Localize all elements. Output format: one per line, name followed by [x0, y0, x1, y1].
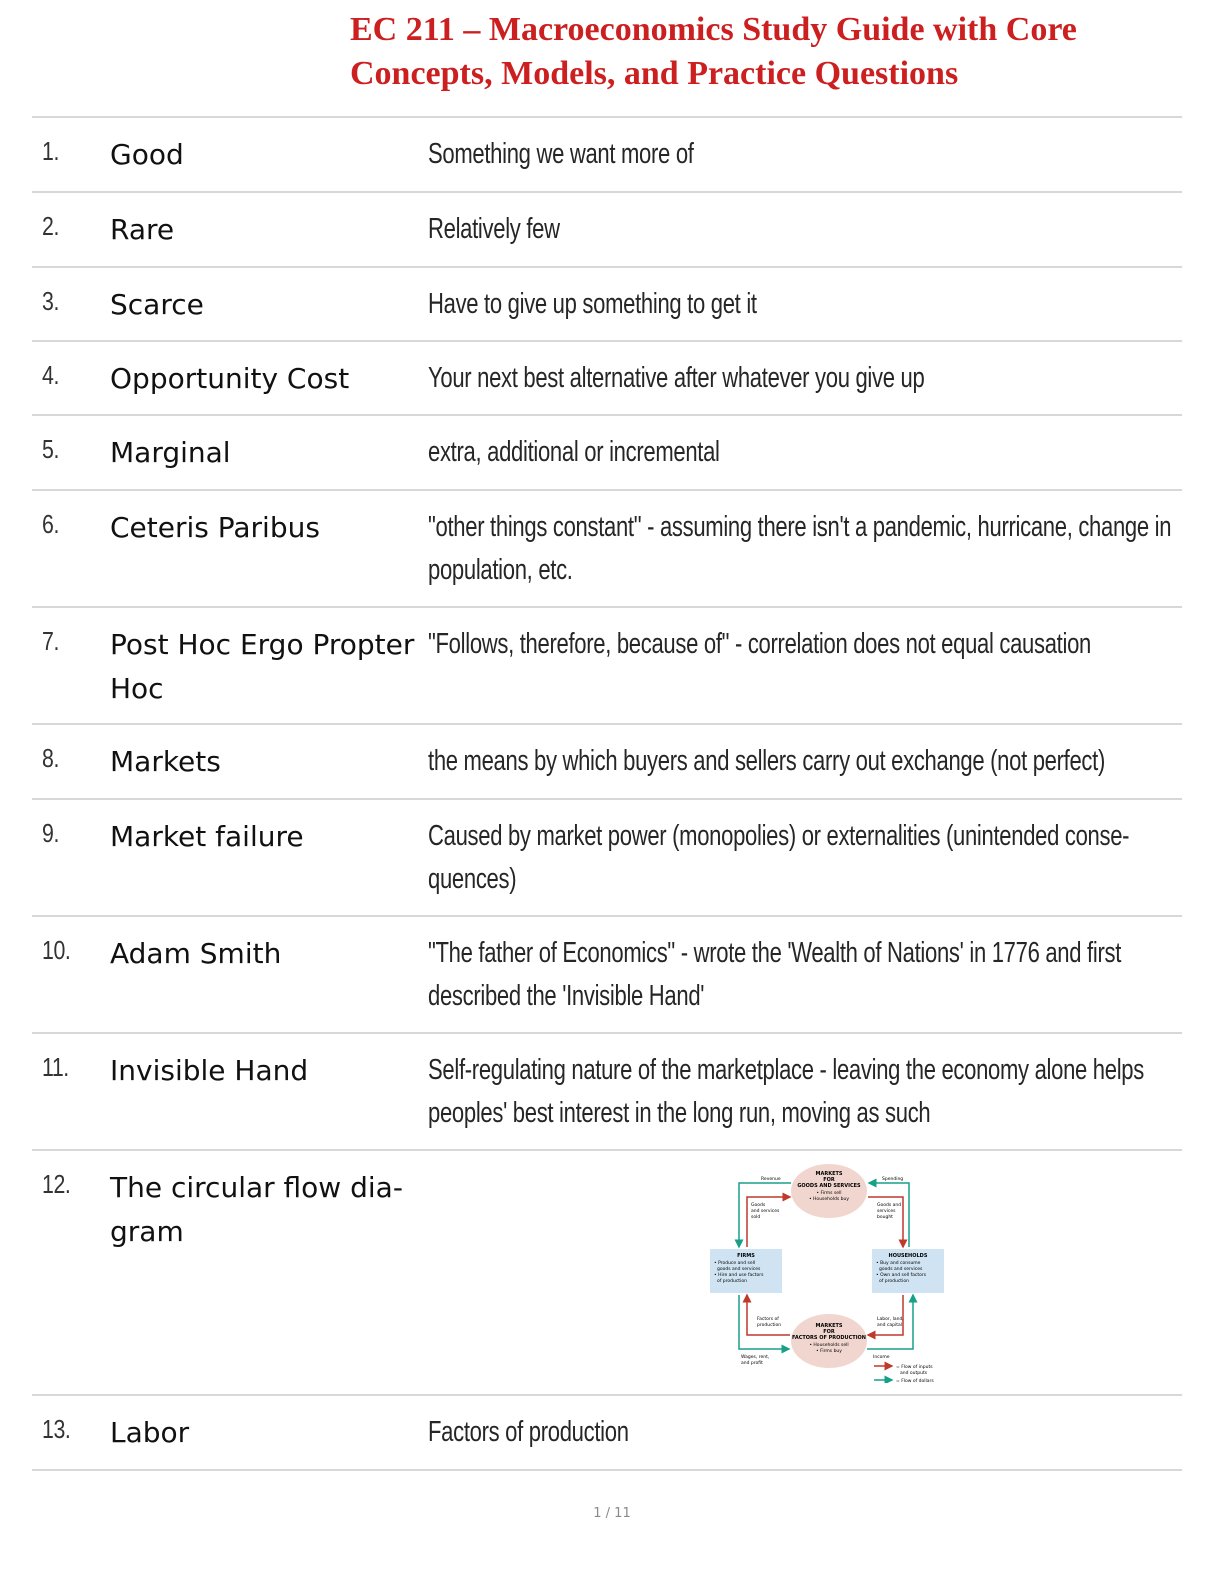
row-term: Ceteris Paribus — [110, 511, 320, 544]
income-label: Income — [873, 1355, 890, 1360]
table-row — [32, 342, 1182, 416]
goods-market-for: FOR — [823, 1177, 835, 1183]
page-title: EC 211 – Macroeconomics Study Guide with Core Concepts, Models, and Practice Questions — [350, 11, 1077, 92]
factor-market-title: MARKETS — [815, 1323, 843, 1329]
goods-market-sub: GOODS AND SERVICES — [797, 1183, 861, 1189]
glossary-table — [32, 116, 1182, 1471]
goods-market-title: MARKETS — [815, 1171, 843, 1177]
row-term: Post Hoc Ergo Propter Hoc — [110, 628, 415, 705]
circular-flow-svg — [677, 1163, 947, 1383]
row-number: 9. — [42, 818, 59, 848]
income-arrow — [867, 1295, 913, 1349]
households-line: • Buy and consume — [876, 1261, 921, 1266]
row-number: 2. — [42, 211, 59, 241]
row-term: The circular flow dia-gram — [110, 1171, 403, 1248]
row-number: 1. — [42, 136, 59, 166]
row-definition: extra, additional or incremental — [428, 436, 720, 468]
row-definition: the means by which buyers and sellers carry out exchange (not perfect) — [428, 745, 1106, 777]
row-number: 5. — [42, 434, 59, 464]
row-number: 3. — [42, 286, 59, 316]
row-number: 7. — [42, 626, 59, 656]
legend-inputs-label: and outputs — [900, 1371, 928, 1376]
labor-label: Labor, land, — [877, 1317, 904, 1322]
row-number: 10. — [42, 935, 71, 965]
row-number: 12. — [42, 1169, 71, 1199]
labor-arrow — [868, 1295, 903, 1335]
row-definition: Factors of production — [428, 1416, 629, 1448]
row-term: Scarce — [110, 288, 204, 321]
firms-line: • Produce and sell — [714, 1261, 756, 1266]
goods-sold-label: Goods — [751, 1203, 766, 1208]
factor-market-sub: FACTORS OF PRODUCTION — [792, 1335, 866, 1341]
goods-sold-label: and services — [751, 1209, 780, 1214]
table-row — [32, 1151, 1182, 1396]
labor-label: and capital — [877, 1323, 903, 1328]
row-definition: Something we want more of — [428, 138, 694, 170]
households-title: HOUSEHOLDS — [888, 1253, 928, 1259]
row-term: Rare — [110, 213, 175, 246]
row-number: 4. — [42, 360, 59, 390]
row-number: 13. — [42, 1414, 71, 1444]
table-row — [32, 491, 1182, 608]
table-row — [32, 917, 1182, 1034]
goods-bought-label: bought — [877, 1215, 893, 1220]
wages-label: Wages, rent, — [741, 1355, 770, 1360]
firms-line: of production — [717, 1279, 747, 1284]
row-number: 8. — [42, 743, 59, 773]
households-line: • Own and sell factors — [876, 1273, 927, 1278]
goods-bought-label: Goods and — [877, 1203, 902, 1208]
row-definition: Relatively few — [428, 213, 560, 245]
row-definition: "Follows, therefore, because of" - correlation does not equal causation — [428, 628, 1092, 660]
firms-title: FIRMS — [737, 1253, 755, 1259]
row-number: 6. — [42, 509, 59, 539]
goods-sold-label: sold — [751, 1215, 761, 1220]
row-definition: Caused by market power (monopolies) or externalities (unintended conse-quences) — [428, 820, 1130, 895]
row-term: Markets — [110, 745, 221, 778]
row-term: Invisible Hand — [110, 1054, 309, 1087]
table-row — [32, 268, 1182, 342]
households-line: goods and services — [879, 1267, 923, 1272]
table-row — [32, 725, 1182, 800]
row-definition: Have to give up something to get it — [428, 288, 757, 320]
factors-label: production — [757, 1323, 782, 1328]
table-row — [32, 1034, 1182, 1151]
firms-line: • Hire and use factors — [714, 1273, 764, 1278]
factor-market-for: FOR — [823, 1329, 835, 1335]
page-number: 1 / 11 — [593, 1506, 631, 1521]
row-definition: "The father of Economics" - wrote the 'Wealth of Nations' in 1776 and first described the 'Invisible Hand' — [428, 937, 1122, 1012]
circular-flow-diagram — [677, 1163, 947, 1383]
factors-arrow — [747, 1295, 790, 1335]
table-row — [32, 800, 1182, 917]
spending-label: Spending — [882, 1177, 904, 1182]
row-definition: Self-regulating nature of the marketplace - leaving the economy alone helps peoples' best interest in the long run, moving as such — [428, 1054, 1144, 1129]
factors-label: Factors of — [757, 1317, 779, 1322]
table-row — [32, 193, 1182, 268]
row-term: Adam Smith — [110, 937, 282, 970]
revenue-label: Revenue — [761, 1177, 781, 1182]
factor-market-line: • Households sell — [809, 1343, 849, 1348]
firms-line: goods and services — [717, 1267, 761, 1272]
goods-bought-label: services — [877, 1209, 896, 1214]
row-term: Labor — [110, 1416, 190, 1449]
legend-inputs-label: = Flow of inputs — [896, 1365, 933, 1370]
row-term: Marginal — [110, 436, 231, 469]
row-term: Good — [110, 138, 184, 171]
factor-market-line: • Firms buy — [816, 1349, 842, 1354]
table-row — [32, 608, 1182, 725]
households-line: of production — [879, 1279, 909, 1284]
row-definition: "other things constant" - assuming there isn't a pandemic, hurricane, change in population, etc. — [428, 511, 1172, 586]
goods-market-line: • Firms sell — [816, 1191, 842, 1196]
row-number: 11. — [42, 1052, 69, 1082]
row-definition: Your next best alternative after whatever you give up — [428, 362, 925, 394]
row-term: Opportunity Cost — [110, 362, 350, 395]
table-row — [32, 416, 1182, 491]
legend-dollars-label: = Flow of dollars — [896, 1379, 934, 1383]
table-row — [32, 118, 1182, 193]
wages-label: and profit — [741, 1361, 763, 1366]
row-term: Market failure — [110, 820, 304, 853]
table-row — [32, 1396, 1182, 1471]
goods-market-line: • Households buy — [808, 1197, 850, 1202]
